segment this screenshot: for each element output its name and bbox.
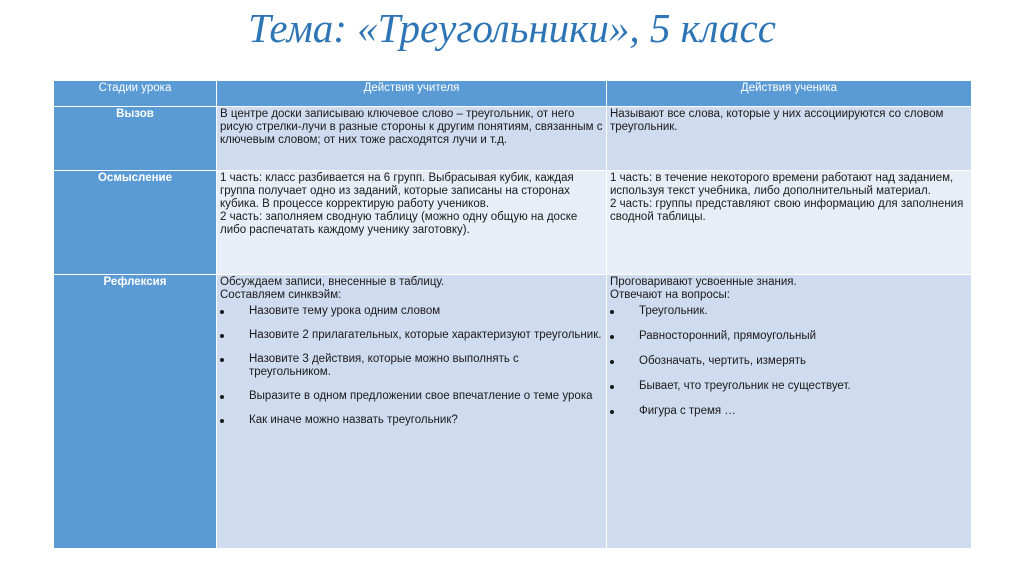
- list-item: [610, 355, 968, 368]
- bullet-text: Треугольник.: [639, 305, 708, 317]
- student-bullet-list: [610, 305, 968, 418]
- teacher-cell: [217, 171, 607, 275]
- bullet-icon: [220, 358, 224, 362]
- bullet-text: Равносторонний, прямоугольный: [639, 330, 817, 342]
- bullet-icon: [610, 410, 614, 414]
- list-item: [220, 329, 603, 342]
- table-row: [54, 107, 972, 171]
- list-item: [220, 390, 603, 403]
- list-item: [220, 353, 603, 379]
- bullet-text: Назовите 2 прилагательных, которые характеризуют треугольник.: [249, 329, 602, 341]
- table-row: [54, 275, 972, 549]
- student-text: Проговаривают усвоенные знания.: [610, 276, 797, 288]
- teacher-text: Составляем синквэйм:: [220, 289, 342, 301]
- teacher-text: 2 часть: заполняем сводную таблицу (можно одну общую на доске либо распечатать каждому ученику заготовку).: [220, 211, 578, 236]
- bullet-text: Назовите 3 действия, которые можно выполнять с треугольником.: [249, 353, 519, 378]
- bullet-text: Выразите в одном предложении свое впечатление о теме урока: [249, 390, 593, 402]
- slide-title: Тема: «Треугольники», 5 класс: [248, 5, 776, 51]
- bullet-icon: [220, 310, 224, 314]
- student-cell: [607, 107, 972, 171]
- table-header-row: [54, 81, 972, 107]
- bullet-icon: [220, 395, 224, 399]
- bullet-icon: [610, 385, 614, 389]
- bullet-icon: [220, 419, 224, 423]
- student-text: Отвечают на вопросы:: [610, 289, 730, 301]
- list-item: [610, 405, 968, 418]
- teacher-bullet-list: [220, 305, 603, 427]
- table-row: [54, 171, 972, 275]
- lesson-table: [53, 80, 972, 549]
- stage-cell: Вызов: [54, 107, 217, 171]
- bullet-text: Бывает, что треугольник не существует.: [639, 380, 851, 392]
- list-item: [220, 305, 603, 318]
- list-item: [610, 380, 968, 393]
- header-stage: Стадии урока: [54, 81, 217, 107]
- header-student-actions: Действия ученика: [607, 81, 972, 107]
- bullet-icon: [610, 335, 614, 339]
- student-text: 1 часть: в течение некоторого времени работают над заданием, используя текст учебника, либо дополнительный материал.: [610, 172, 954, 197]
- student-cell: [607, 171, 972, 275]
- bullet-icon: [220, 334, 224, 338]
- student-cell: [607, 275, 972, 549]
- bullet-text: Фигура с тремя …: [639, 405, 736, 417]
- bullet-icon: [610, 310, 614, 314]
- header-teacher-actions: Действия учителя: [217, 81, 607, 107]
- bullet-text: Назовите тему урока одним словом: [249, 305, 441, 317]
- bullet-text: Обозначать, чертить, измерять: [639, 355, 806, 367]
- teacher-text: В центре доски записываю ключевое слово – треугольник, от него рисую стрелки-лучи в разные стороны к другим понятиям, связанным с ключевым словом; от них тоже расходятся лучи и т.д.: [220, 108, 603, 146]
- bullet-text: Как иначе можно назвать треугольник?: [249, 414, 458, 426]
- stage-cell: Осмысление: [54, 171, 217, 275]
- teacher-cell: [217, 275, 607, 549]
- teacher-text: 1 часть: класс разбивается на 6 групп. Выбрасывая кубик, каждая группа получает одно из заданий, которые записаны на сторонах кубика. В процессе корректирую работу учеников.: [220, 172, 574, 210]
- teacher-text: Обсуждаем записи, внесенные в таблицу.: [220, 276, 445, 288]
- student-text: 2 часть: группы представляют свою информацию для заполнения сводной таблицы.: [610, 198, 964, 223]
- student-text: Называют все слова, которые у них ассоциируются со словом треугольник.: [610, 108, 944, 133]
- bullet-icon: [610, 360, 614, 364]
- list-item: [610, 305, 968, 318]
- stage-cell: Рефлексия: [54, 275, 217, 549]
- list-item: [220, 414, 603, 427]
- list-item: [610, 330, 968, 343]
- teacher-cell: [217, 107, 607, 171]
